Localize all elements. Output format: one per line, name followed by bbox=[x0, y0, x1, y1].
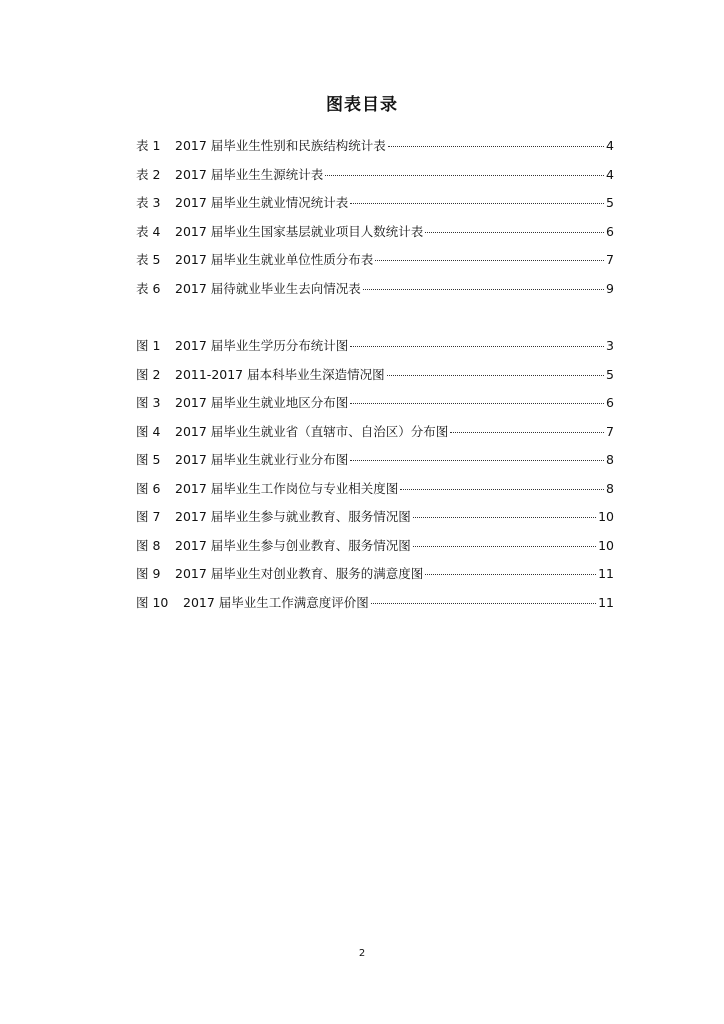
toc-entry-figure-7[interactable] bbox=[136, 507, 614, 536]
entry-label: 图 1 bbox=[136, 338, 161, 353]
entry-title: 2017 届毕业生工作满意度评价图 bbox=[183, 594, 369, 610]
entry-title: 2017 届毕业生就业行业分布图 bbox=[175, 452, 349, 467]
entry-page: 7 bbox=[606, 423, 614, 439]
toc-entry-table-6[interactable] bbox=[136, 279, 614, 308]
entry-title: 2017 届毕业生学历分布统计图 bbox=[175, 338, 349, 353]
entry-title: 2017 届毕业生工作岗位与专业相关度图 bbox=[175, 480, 399, 496]
toc-entry-table-5[interactable] bbox=[136, 250, 614, 279]
toc-entry-figure-10[interactable] bbox=[136, 593, 614, 622]
dot-leader bbox=[425, 573, 596, 575]
page-title: 图表目录 bbox=[326, 95, 398, 115]
entry-label: 图 5 bbox=[136, 452, 161, 467]
entry-label: 图 7 bbox=[136, 509, 161, 524]
entry-page: 6 bbox=[606, 223, 614, 239]
toc-entry-figure-9[interactable] bbox=[136, 564, 614, 593]
entry-label: 图 8 bbox=[136, 537, 161, 553]
toc-entry-figure-8[interactable] bbox=[136, 536, 614, 565]
entry-label: 表 1 bbox=[136, 138, 161, 153]
dot-leader bbox=[350, 345, 604, 347]
entry-title: 2017 届毕业生就业地区分布图 bbox=[175, 395, 349, 410]
entry-title: 2017 届毕业生就业省（直辖市、自治区）分布图 bbox=[175, 423, 449, 439]
dot-leader bbox=[413, 545, 596, 547]
dot-leader bbox=[350, 459, 604, 461]
entry-label: 表 3 bbox=[136, 195, 161, 210]
entry-page: 11 bbox=[598, 566, 614, 581]
entry-page: 11 bbox=[598, 594, 614, 610]
entry-title: 2017 届毕业生就业单位性质分布表 bbox=[175, 252, 374, 267]
page-number: 2 bbox=[358, 948, 366, 959]
entry-page: 8 bbox=[606, 480, 614, 496]
figure-list bbox=[136, 336, 614, 621]
dot-leader bbox=[363, 288, 604, 290]
dot-leader bbox=[450, 431, 604, 433]
entry-page: 3 bbox=[606, 338, 614, 353]
toc-entry-figure-3[interactable] bbox=[136, 393, 614, 422]
dot-leader bbox=[375, 259, 604, 261]
dot-leader bbox=[388, 145, 604, 147]
toc-entry-figure-5[interactable] bbox=[136, 450, 614, 479]
entry-page: 5 bbox=[606, 366, 614, 382]
dot-leader bbox=[425, 231, 604, 233]
entry-page: 9 bbox=[606, 280, 614, 296]
dot-leader bbox=[387, 374, 604, 376]
entry-label: 图 9 bbox=[136, 566, 161, 581]
entry-page: 4 bbox=[606, 138, 614, 153]
entry-page: 10 bbox=[598, 537, 614, 553]
entry-page: 6 bbox=[606, 395, 614, 410]
entry-label: 图 10 bbox=[136, 594, 169, 610]
toc-entry-table-1[interactable] bbox=[136, 136, 614, 165]
entry-page: 5 bbox=[606, 195, 614, 210]
entry-label: 图 3 bbox=[136, 395, 161, 410]
entry-title: 2017 届毕业生国家基层就业项目人数统计表 bbox=[175, 223, 424, 239]
dot-leader bbox=[413, 516, 596, 518]
entry-page: 7 bbox=[606, 252, 614, 267]
dot-leader bbox=[371, 602, 596, 604]
toc-entry-figure-4[interactable] bbox=[136, 422, 614, 451]
toc-entry-figure-2[interactable] bbox=[136, 365, 614, 394]
entry-label: 图 4 bbox=[136, 423, 161, 439]
entry-label: 表 6 bbox=[136, 280, 161, 296]
toc-entry-table-3[interactable] bbox=[136, 193, 614, 222]
dot-leader bbox=[350, 202, 604, 204]
entry-title: 2017 届毕业生性别和民族结构统计表 bbox=[175, 138, 386, 153]
entry-title: 2017 届毕业生参与就业教育、服务情况图 bbox=[175, 509, 411, 524]
toc-entry-table-4[interactable] bbox=[136, 222, 614, 251]
entry-title: 2011-2017 届本科毕业生深造情况图 bbox=[175, 366, 385, 382]
entry-label: 图 2 bbox=[136, 366, 161, 382]
dot-leader bbox=[350, 402, 604, 404]
entry-page: 10 bbox=[598, 509, 614, 524]
dot-leader bbox=[400, 488, 604, 490]
entry-title: 2017 届待就业毕业生去向情况表 bbox=[175, 280, 361, 296]
entry-page: 4 bbox=[606, 166, 614, 182]
entry-title: 2017 届毕业生参与创业教育、服务情况图 bbox=[175, 537, 411, 553]
toc-entry-figure-1[interactable] bbox=[136, 336, 614, 365]
toc-entry-figure-6[interactable] bbox=[136, 479, 614, 508]
entry-title: 2017 届毕业生生源统计表 bbox=[175, 166, 324, 182]
entry-title: 2017 届毕业生对创业教育、服务的满意度图 bbox=[175, 566, 424, 581]
toc-entry-table-2[interactable] bbox=[136, 165, 614, 194]
entry-label: 表 4 bbox=[136, 223, 161, 239]
table-list bbox=[136, 136, 614, 307]
entry-label: 表 2 bbox=[136, 166, 161, 182]
entry-title: 2017 届毕业生就业情况统计表 bbox=[175, 195, 349, 210]
entry-page: 8 bbox=[606, 452, 614, 467]
entry-label: 图 6 bbox=[136, 480, 161, 496]
entry-label: 表 5 bbox=[136, 252, 161, 267]
dot-leader bbox=[325, 174, 604, 176]
